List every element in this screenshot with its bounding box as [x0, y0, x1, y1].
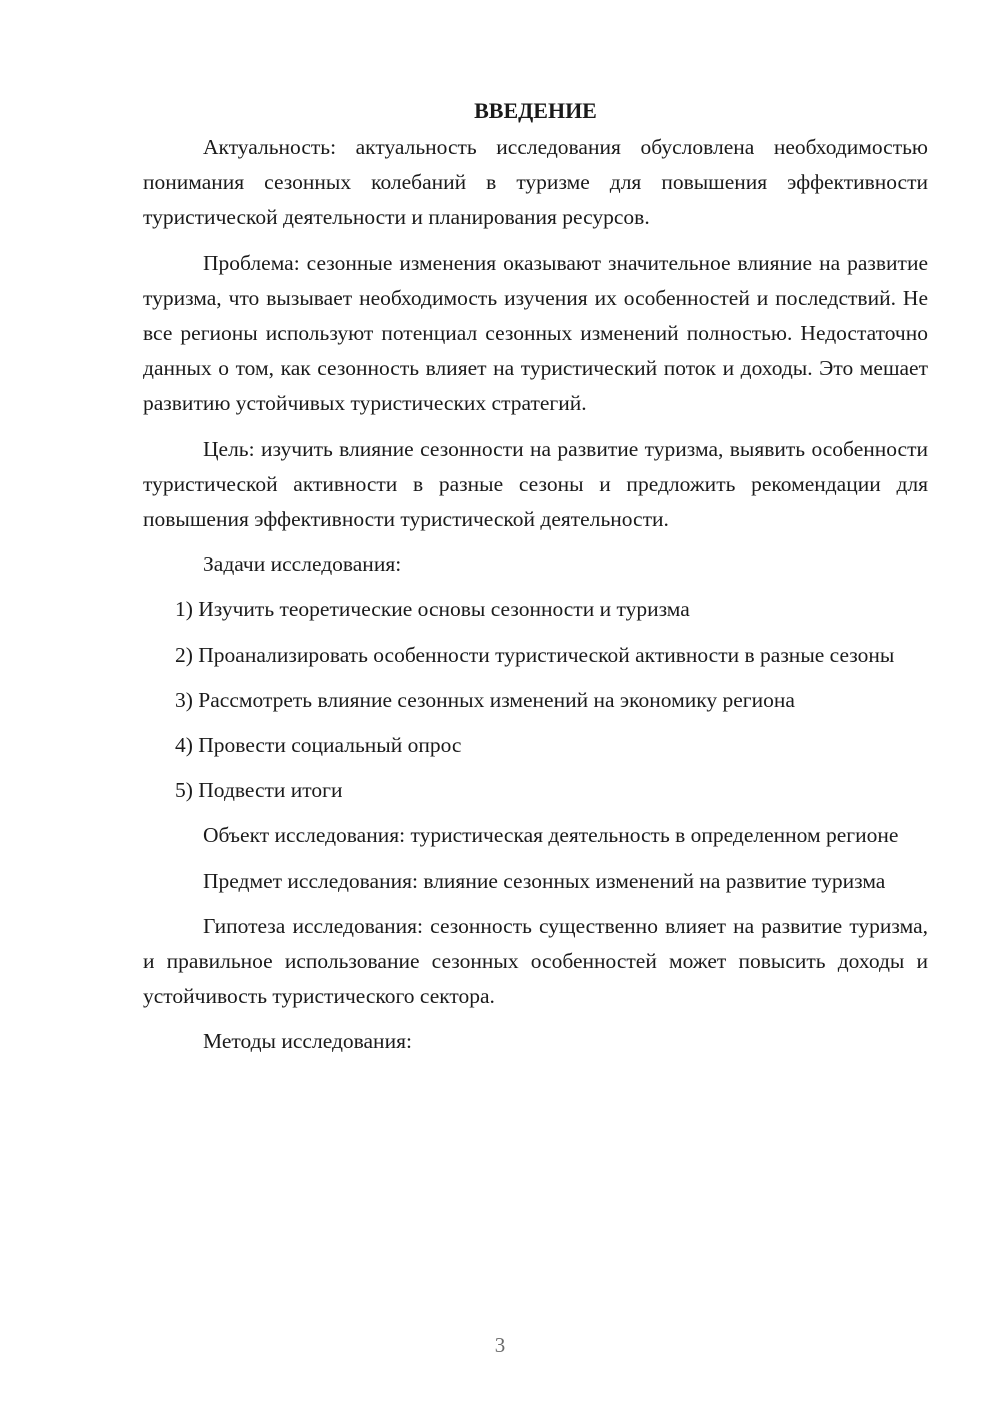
paragraph-goal: Цель: изучить влияние сезонности на развитие туризма, выявить особенности туристической активности в разные сезоны и предложить рекомендации для повышения эффективности туристической деятельности. [143, 436, 928, 532]
section-title: ВВЕДЕНИЕ [474, 98, 597, 123]
paragraph-tasks-heading: Задачи исследования: [203, 552, 402, 577]
list-item: 1) Изучить теоретические основы сезонности и туризма [175, 597, 690, 622]
paragraph-subject: Предмет исследования: влияние сезонных изменений на развитие туризма [203, 868, 886, 893]
list-item: 3) Рассмотреть влияние сезонных изменений на экономику региона [175, 687, 795, 712]
page-number: 3 [494, 1333, 506, 1357]
document-page [143, 94, 928, 1070]
paragraph-relevance: Актуальность: актуальность исследования обусловлена необходимостью понимания сезонных колебаний в туризме для повышения эффективности туристической деятельности и планирования ресурсов. [143, 135, 928, 230]
paragraph-object: Объект исследования: туристическая деятельность в определенном регионе [203, 823, 899, 848]
list-item: 2) Проанализировать особенности туристической активности в разные сезоны [175, 642, 895, 667]
tasks-list [143, 592, 928, 808]
paragraph-hypothesis: Гипотеза исследования: сезонность существенно влияет на развитие туризма, и правильное использование сезонных особенностей может повысить доходы и устойчивость туристического сектора. [143, 913, 928, 1009]
paragraph-problem: Проблема: сезонные изменения оказывают значительное влияние на развитие туризма, что вызывает необходимость изучения их особенностей и последствий. Не все регионы используют потенциал сезонных изменений полностью. Недостаточно данных о том, как сезонность влияет на туристический поток и доходы. Это мешает развитию устойчивых туристических стратегий. [143, 250, 928, 416]
list-item: 5) Подвести итоги [175, 778, 343, 803]
paragraph-methods-heading: Методы исследования: [203, 1029, 412, 1054]
list-item: 4) Провести социальный опрос [175, 733, 462, 758]
